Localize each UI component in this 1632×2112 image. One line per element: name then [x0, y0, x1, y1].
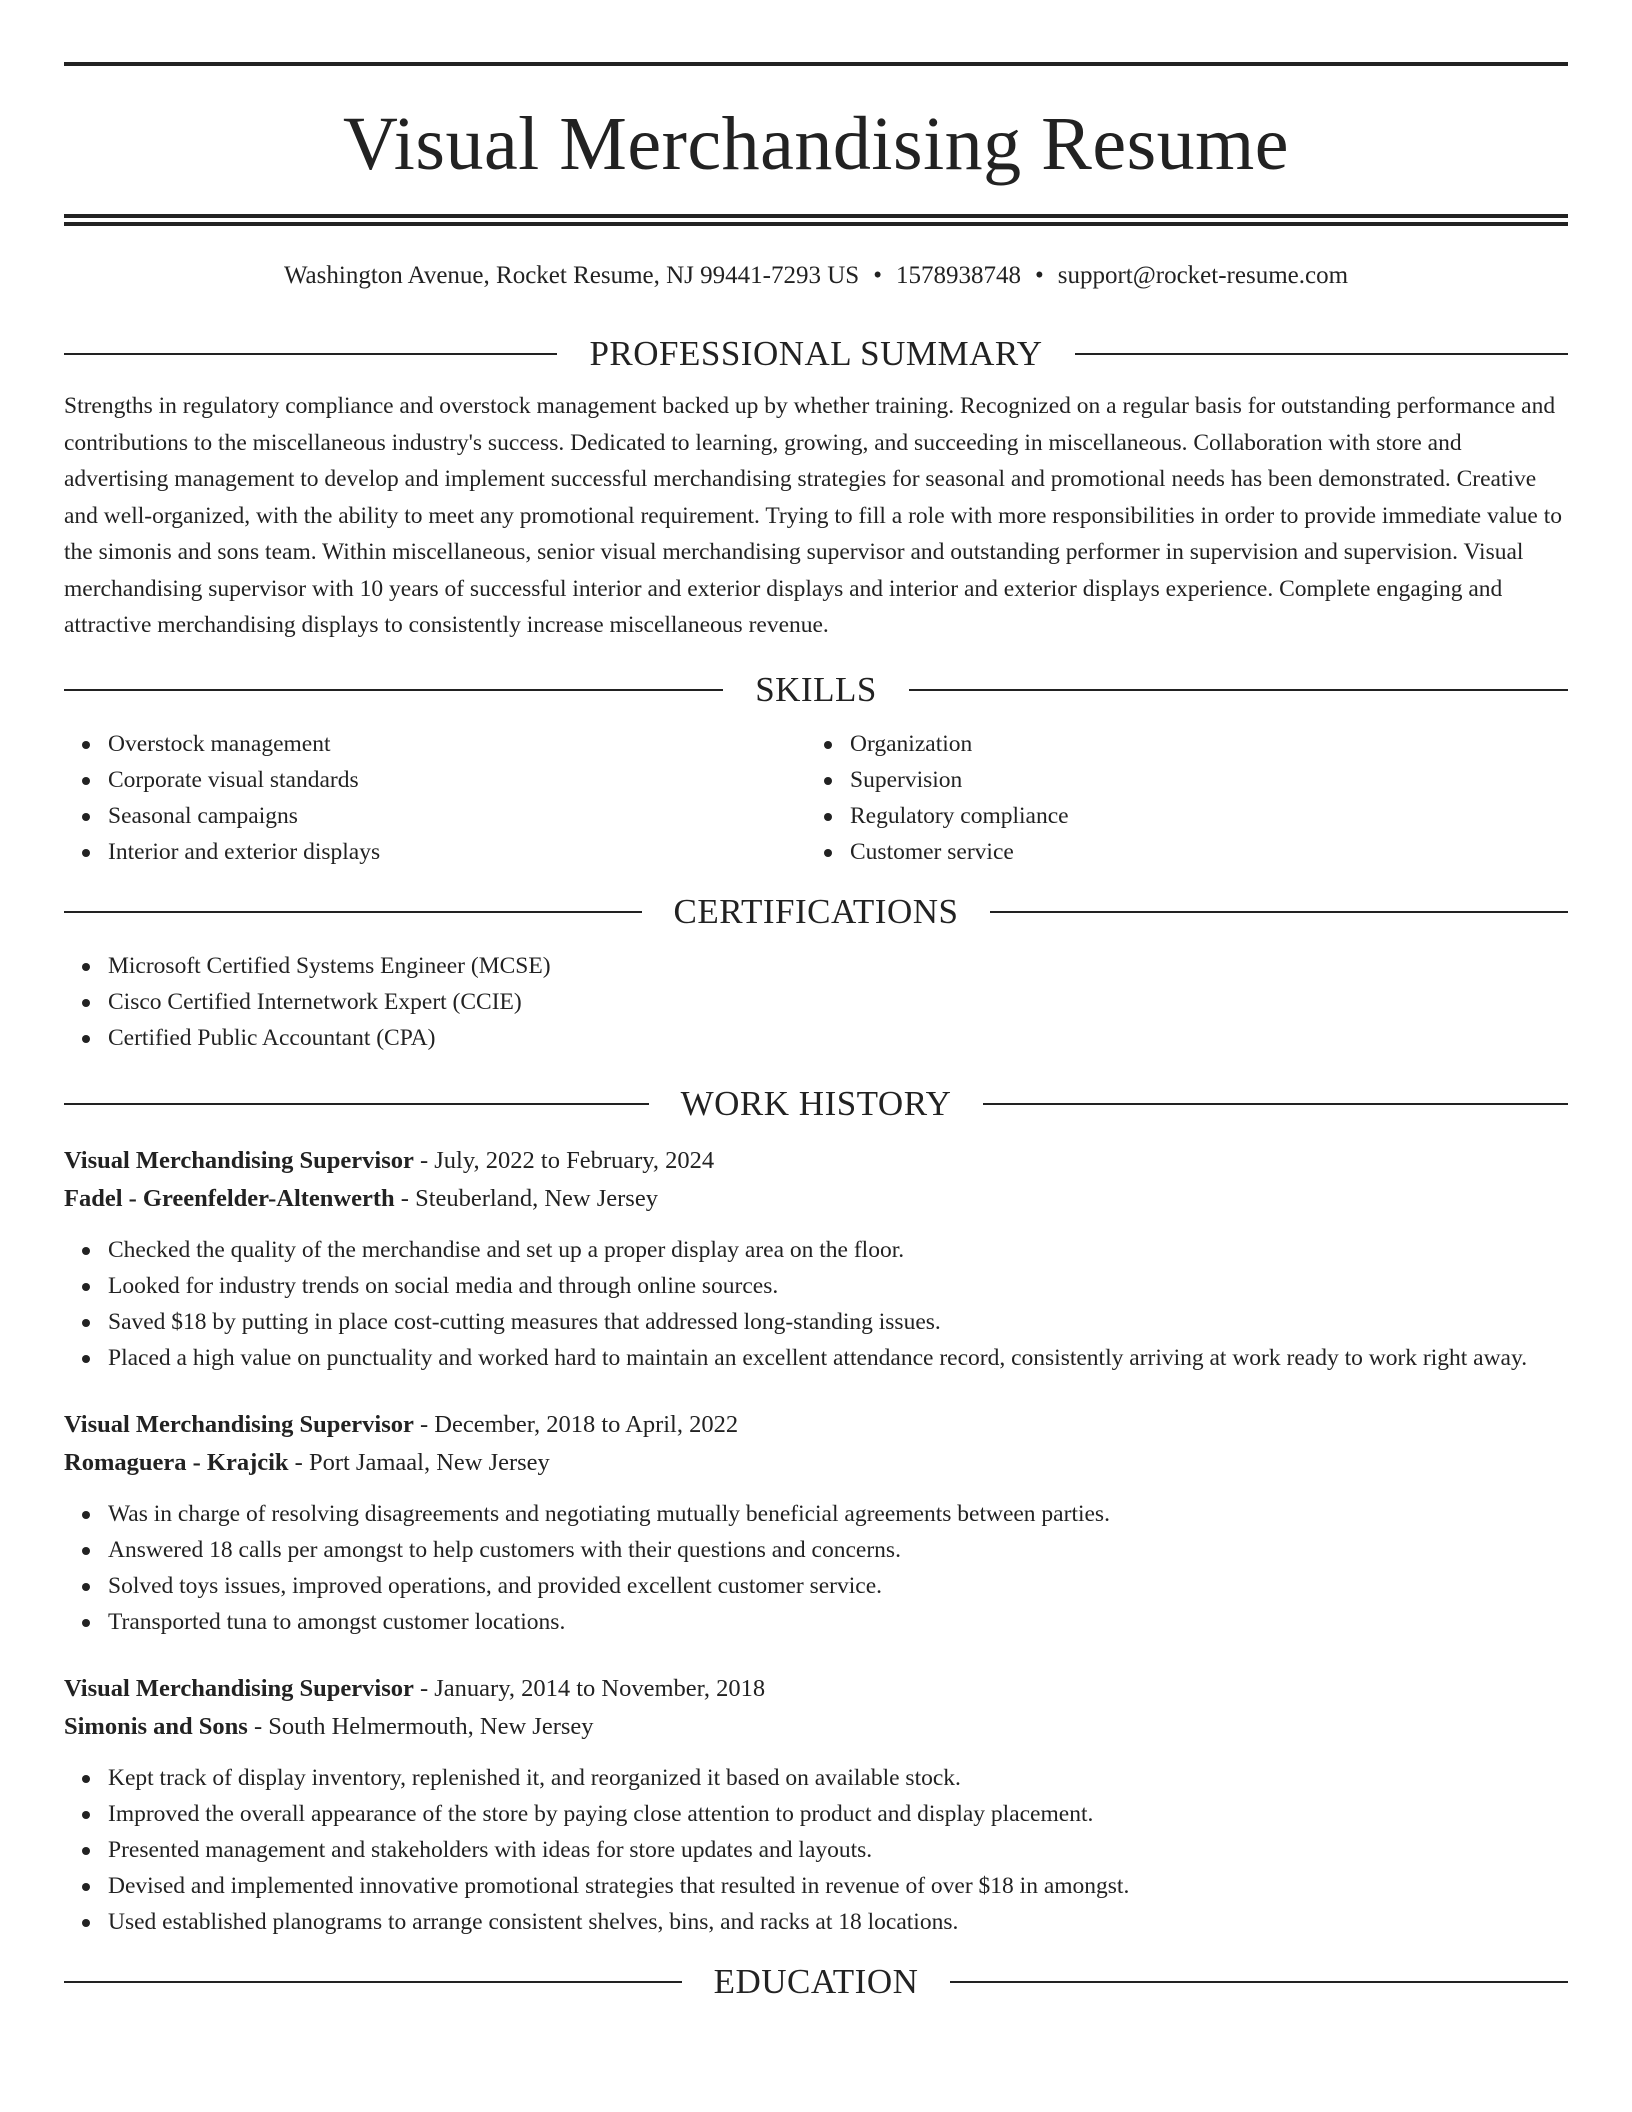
job-bullets: [64, 1496, 1568, 1640]
job-company: Simonis and Sons: [64, 1712, 248, 1740]
section-heading-work-history: [64, 1076, 1568, 1132]
section-heading-summary: [64, 326, 1568, 382]
title-double-rule: [64, 214, 1568, 226]
job-bullets: [64, 1760, 1568, 1940]
job-bullet: Checked the quality of the merchandise and set up a proper display area on the floor.: [108, 1232, 1568, 1268]
job-location: - Steuberland, New Jersey: [394, 1184, 658, 1212]
contact-line: [64, 260, 1568, 292]
job-title: Visual Merchandising Supervisor: [64, 1674, 414, 1702]
skill-item: Overstock management: [108, 726, 806, 762]
job-company-line: [64, 1708, 1568, 1746]
heading-rule-left: [64, 1981, 682, 1983]
heading-rule-right: [990, 911, 1568, 913]
skill-item: Supervision: [850, 762, 1548, 798]
skill-item: Customer service: [850, 834, 1548, 870]
section-title: CERTIFICATIONS: [673, 891, 959, 931]
job-location: - South Helmermouth, New Jersey: [247, 1712, 594, 1740]
skill-item: Seasonal campaigns: [108, 798, 806, 834]
job-title: Visual Merchandising Supervisor: [64, 1410, 414, 1438]
section-heading-education: [64, 1954, 1568, 2010]
job-bullet: Presented management and stakeholders with ideas for store updates and layouts.: [108, 1832, 1568, 1868]
job-dates: - January, 2014 to November, 2018: [413, 1674, 766, 1702]
skill-item: Interior and exterior displays: [108, 834, 806, 870]
skill-item: Regulatory compliance: [850, 798, 1548, 834]
job-bullet: Was in charge of resolving disagreements and negotiating mutually beneficial agreements between parties.: [108, 1496, 1568, 1532]
section-title: SKILLS: [755, 669, 877, 709]
skills-list: [64, 726, 1568, 870]
page-title: Visual Merchandising Resume: [342, 102, 1290, 186]
job-bullet: Improved the overall appearance of the store by paying close attention to product and display placement.: [108, 1796, 1568, 1832]
contact-separator: •: [873, 262, 882, 289]
skills-column-left: [64, 726, 806, 870]
job-company-line: [64, 1444, 1568, 1482]
certification-item: Cisco Certified Internetwork Expert (CCIE): [108, 984, 1568, 1020]
job-entry: [64, 1406, 1568, 1640]
job-bullet: Solved toys issues, improved operations, and provided excellent customer service.: [108, 1568, 1568, 1604]
job-bullets: [64, 1232, 1568, 1376]
section-heading-skills: [64, 662, 1568, 718]
skill-item: Corporate visual standards: [108, 762, 806, 798]
section-title: PROFESSIONAL SUMMARY: [589, 334, 1043, 373]
section-title: WORK HISTORY: [680, 1083, 952, 1123]
contact-address: Washington Avenue, Rocket Resume, NJ 99441-7293 US: [283, 262, 860, 289]
contact-separator: •: [1034, 262, 1044, 289]
job-location: - Port Jamaal, New Jersey: [288, 1448, 550, 1476]
top-rule: [64, 62, 1568, 66]
job-company: Romaguera - Krajcik: [64, 1448, 289, 1476]
heading-rule-right: [909, 689, 1568, 691]
skill-item: Organization: [850, 726, 1548, 762]
certification-item: Microsoft Certified Systems Engineer (MCSE): [108, 948, 1568, 984]
job-dates: - December, 2018 to April, 2022: [413, 1410, 739, 1438]
summary-text: Strengths in regulatory compliance and overstock management backed up by whether training. Recognized on a regular basis for outstanding performance and contributions to the miscellaneous industry's success. Dedicated to learning, growing, and succeeding in miscellaneous. Collaboration with store and advertising management to develop and implement successful merchandising strategies for seasonal and promotional needs has been demonstrated. Creative and well-organized, with the ability to meet any promotional requirement. Trying to fill a role with more responsibilities in order to provide immediate value to the simonis and sons team. Within miscellaneous, senior visual merchandising supervisor and outstanding performer in supervision and supervision. Visual merchandising supervisor with 10 years of successful interior and exterior displays and interior and exterior displays experience. Complete engaging and attractive merchandising displays to consistently increase miscellaneous revenue.: [64, 393, 1563, 638]
job-bullet: Saved $18 by putting in place cost-cutting measures that addressed long-standing issues.: [108, 1304, 1568, 1340]
contact-phone[interactable]: 1578938748: [895, 262, 1021, 289]
job-dates: - July, 2022 to February, 2024: [413, 1146, 715, 1174]
heading-rule-right: [983, 1103, 1568, 1105]
job-bullet: Placed a high value on punctuality and worked hard to maintain an excellent attendance record, consistently arriving at work ready to work right away.: [108, 1340, 1568, 1376]
certifications-list: [64, 948, 1568, 1056]
job-title-line: [64, 1142, 1568, 1180]
resume-page: [64, 0, 1568, 2010]
job-bullet: Answered 18 calls per amongst to help customers with their questions and concerns.: [108, 1532, 1568, 1568]
heading-rule-left: [64, 689, 723, 691]
section-title: EDUCATION: [713, 1961, 919, 2001]
certification-item: Certified Public Accountant (CPA): [108, 1020, 1568, 1056]
job-bullet: Kept track of display inventory, replenished it, and reorganized it based on available stock.: [108, 1760, 1568, 1796]
job-entry: [64, 1142, 1568, 1376]
job-title-line: [64, 1670, 1568, 1708]
heading-rule-right: [950, 1981, 1568, 1983]
job-entry: [64, 1670, 1568, 1940]
heading-rule-left: [64, 911, 642, 913]
job-bullet: Looked for industry trends on social media and through online sources.: [108, 1268, 1568, 1304]
job-company: Fadel - Greenfelder-Altenwerth: [64, 1184, 395, 1212]
job-bullet: Transported tuna to amongst customer locations.: [108, 1604, 1568, 1640]
skills-column-right: [806, 726, 1548, 870]
heading-rule-left: [64, 1103, 649, 1105]
heading-rule-left: [64, 353, 557, 355]
job-title-line: [64, 1406, 1568, 1444]
job-title: Visual Merchandising Supervisor: [64, 1146, 414, 1174]
section-heading-certifications: [64, 884, 1568, 940]
job-bullet: Devised and implemented innovative promotional strategies that resulted in revenue of over $18 in amongst.: [108, 1868, 1568, 1904]
heading-rule-right: [1075, 353, 1568, 355]
contact-email[interactable]: support@rocket-resume.com: [1057, 262, 1349, 289]
job-company-line: [64, 1180, 1568, 1218]
job-bullet: Used established planograms to arrange consistent shelves, bins, and racks at 18 locations.: [108, 1904, 1568, 1940]
